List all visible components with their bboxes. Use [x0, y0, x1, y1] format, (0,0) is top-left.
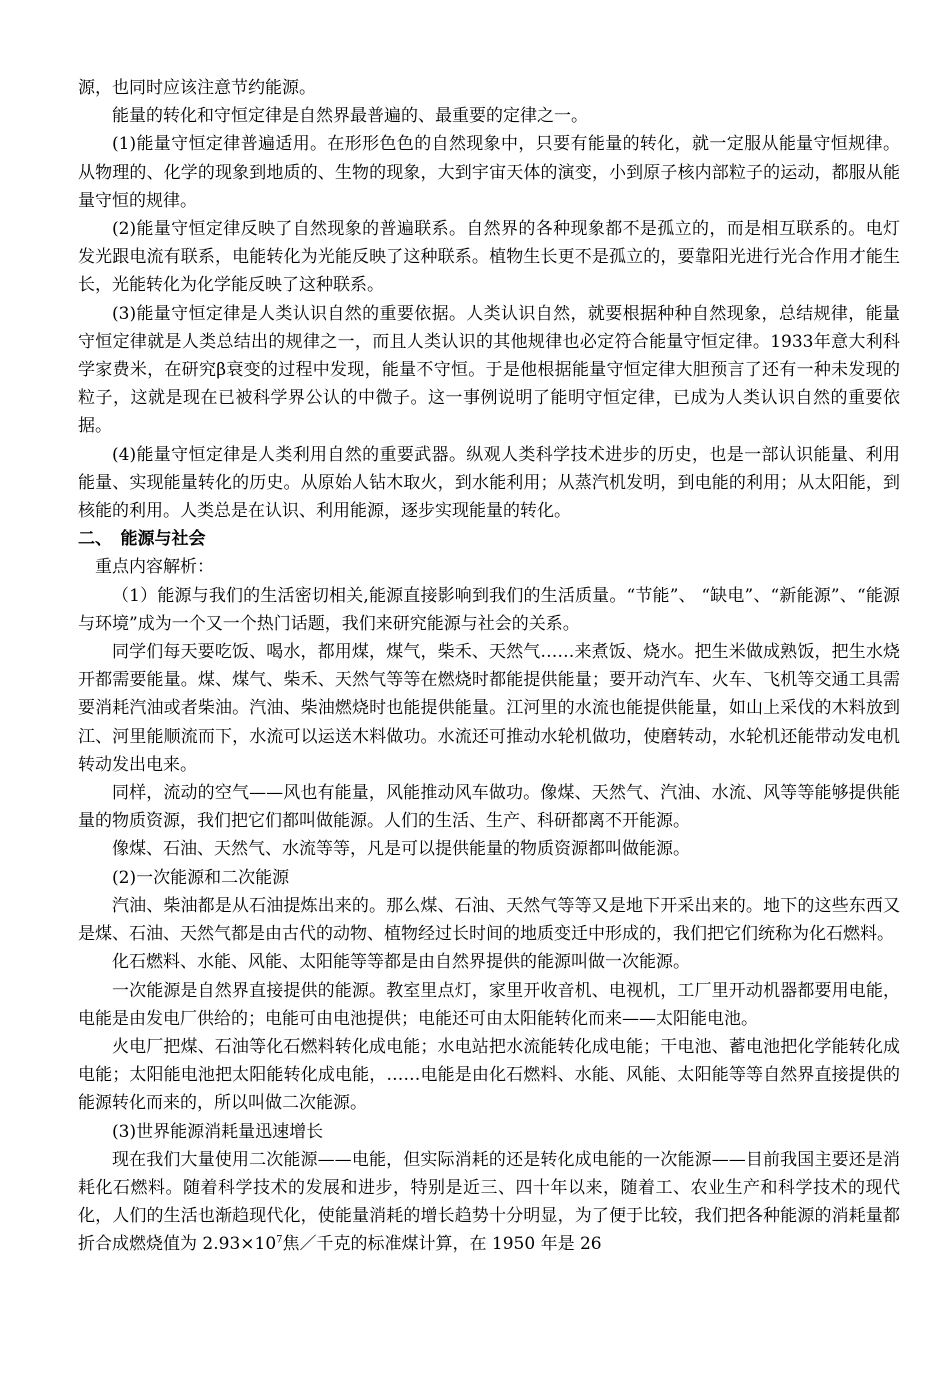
subheading: 重点内容解析：	[95, 557, 214, 578]
paragraph-point-3: (3)能量守恒定律是人类认识自然的重要依据。人类认识自然，就要根据种种自然现象，总结规律，能量守恒定律就是人类总结出的规律之一，而且人类认识的其他规律也必定符合能量守恒定律。1933年意大利科学家费米，在研究β衰变的过程中发现，能量不守恒。于是他根据能量守恒定律大胆预言了还有一种未发现的粒子，这就是现在已被科学界公认的中微子。这一事例说明了能明守恒定律，已成为人类认识自然的重要依据。	[78, 303, 900, 437]
paragraph-energy-conservation-intro: 能量的转化和守恒定律是自然界最普遍的、最重要的定律之一。	[112, 106, 588, 127]
paragraph-point-4: (4)能量守恒定律是人类利用自然的重要武器。纵观人类科学技术进步的历史，也是一部认识能量、利用能量、实现能量转化的历史。从原始人钻木取火，到水能利用；从蒸汽机发明，到电能的利用；从太阳能，到核能的利用。人类总是在认识、利用能源，逐步实现能量的转化。	[78, 444, 900, 522]
paragraph-daily-energy: 同学们每天要吃饭、喝水，都用煤，煤气，柴禾、天然气……来煮饭、烧水。把生米做成熟饭，把生水烧开都需要能量。煤、煤气、柴禾、天然气等等在燃烧时都能提供能量；要开动汽车、火车、飞机等交通工具需要消耗汽油或者柴油。汽油、柴油燃烧时也能提供能量。江河里的水流也能提供能量，如山上采伐的木料放到江、河里能顺流而下，水流可以运送木料做功。水流还可推动水轮机做功，使磨转动，水轮机还能带动发电机转动发出电来。	[78, 642, 900, 775]
paragraph-energy-and-life: （1）能源与我们的生活密切相关,能源直接影响到我们的生活质量。“节能”、 “缺电”、“新能源”、“能源与环境”成为一个又一个热门话题，我们来研究能源与社会的关系。	[78, 585, 900, 634]
paragraph-point-1: (1)能量守恒定律普遍适用。在形形色色的自然现象中，只要有能量的转化，就一定服从能量守恒规律。从物理的、化学的现象到地质的、生物的现象，大到宇宙天体的演变，小到原子核内部粒子的运动，都服从能量守恒的规律。	[78, 134, 900, 211]
section-heading: 二、 能源与社会	[78, 529, 206, 550]
paragraph-wind-energy: 同样，流动的空气——风也有能量，风能推动风车做功。像煤、天然气、汽油、水流、风等等能够提供能量的物质资源，我们把它们都叫做能源。人们的生活、生产、科研都离不开能源。	[78, 783, 900, 832]
paragraph-fossil-fuels: 汽油、柴油都是从石油提炼出来的。那么煤、石油、天然气等等又是地下开采出来的。地下的这些东西又是煤、石油、天然气都是由古代的动物、植物经过长时间的地质变迁中形成的，我们把它们统称为化石燃料。	[78, 895, 900, 945]
paragraph-world-consumption-title: (3)世界能源消耗量迅速增长	[112, 1121, 324, 1142]
exponent-superscript: 7	[276, 1234, 283, 1246]
paragraph-point-2: (2)能量守恒定律反映了自然现象的普遍联系。自然界的各种现象都不是孤立的，而是相互联系的。电灯发光跟电流有联系，电能转化为光能反映了这种联系。植物生长更不是孤立的，要靠阳光进行光合作用才能生长，光能转化为化学能反映了这种联系。	[78, 219, 900, 296]
paragraph-world-consumption	[78, 1146, 900, 1259]
consumption-text-after: 焦／千克的标准煤计算，在 1950 年是 26	[282, 1234, 602, 1255]
consumption-text-before: 现在我们大量使用二次能源——电能，但实际消耗的还是转化成电能的一次能源——目前我国主要还是消耗化石燃料。随着科学技术的发展和进步，特别是近三、四十年以来，随着工、农业生产和科学技术的现代化，人们的生活也渐趋现代化，使能量消耗的增长趋势十分明显，为了便于比较，我们把各种能源的消耗量都折合成燃烧值为 2.93×10	[78, 1149, 900, 1255]
document-page	[78, 74, 900, 1259]
paragraph-primary-energy: 化石燃料、水能、风能、太阳能等等都是由自然界提供的能源叫做一次能源。	[112, 952, 690, 973]
paragraph-secondary-energy: 火电厂把煤、石油等化石燃料转化成电能；水电站把水流能转化成电能；干电池、蓄电池把化学能转化成电能；太阳能电池把太阳能转化成电能，……电能是由化石燃料、水能、风能、太阳能等等自然界直接提供的能源转化而来的，所以叫做二次能源。	[78, 1036, 900, 1114]
paragraph-energy-definition: 像煤、石油、天然气、水流等等，凡是可以提供能量的物质资源都叫做能源。	[112, 839, 690, 860]
paragraph-primary-energy-detail: 一次能源是自然界直接提供的能源。教室里点灯，家里开收音机、电视机，工厂里开动机器都要用电能，电能是由发电厂供给的；电能可由电池提供；电能还可由太阳能转化而来——太阳能电池。	[78, 980, 900, 1029]
paragraph-continuation: 源，也同时应该注意节约能源。	[78, 78, 316, 98]
paragraph-primary-secondary-title: (2)一次能源和二次能源	[112, 867, 290, 888]
